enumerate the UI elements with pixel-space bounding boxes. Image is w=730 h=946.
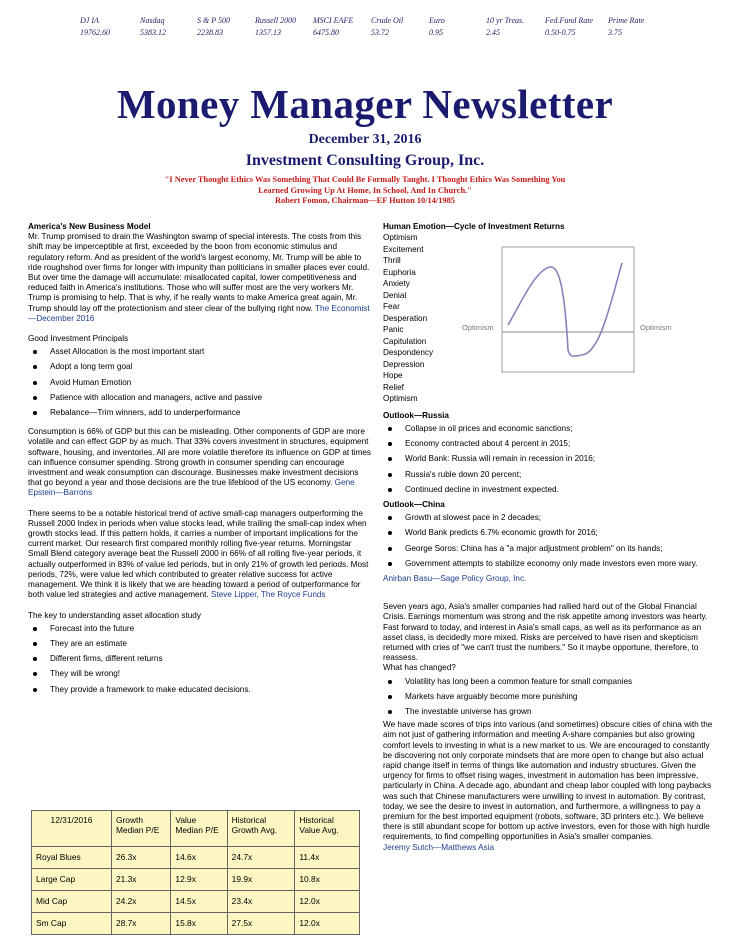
table-cell: 24.7x [227, 847, 295, 869]
table-header: Historical Value Avg. [295, 811, 360, 847]
pe-ratio-table [31, 810, 360, 935]
emotion-cycle-chart [460, 245, 700, 380]
table-cell: 12.0x [295, 913, 360, 935]
list-item: Asset Allocation is the most important start [28, 347, 373, 357]
article-source: Steve Lipper, The Royce Funds [210, 590, 326, 600]
list-item: Despondency [383, 348, 434, 358]
issue-date: December 31, 2016 [308, 132, 422, 147]
list-item: Relief [383, 382, 404, 392]
article-paragraph: We have made scores of trips into various (and sometimes) obscure cities of china with the aim not just of gathering information and meeting A-share companies but also growing comfort levels to investing in what is a new market to us. We are encouraged to constantly be discovering not only corporate mindsets that are more open to change but also actual rapid change itself in terms of things like automation and industry structures. Given the urgency for firms to offset rising wages, investment in automation has been impressive, particularly in China. A decade ago, abundant and cheap labor coupled with long paybacks was such that Chinese manufacturers were unwilling to invest in automation. By contrast, today, we see the desire to invest in automation, and furthermore, a willingness to pay a premium for the best imported equipment (robots, software, 3D printers etc.). We believe there is still abundant scope for bottom up active investors, even for those with high hurdle requirements, to find compelling opportunities in Asia's smaller companies. [383, 720, 713, 842]
china-heading: Outlook—China [383, 499, 445, 509]
chart-right-label: Optimism [640, 323, 672, 332]
list-item: Russia's ruble down 20 percent; [383, 470, 713, 480]
ticker-item: Euro 0.95 [429, 16, 445, 37]
table-cell: 10.8x [295, 869, 360, 891]
quote-text: "I Never Thought Ethics Was Something That Could Be Formally Taught. I Thought Ethics Was Something You Learned Growing Up At Home, In School, And In Church." [164, 175, 566, 195]
list-item: They are an estimate [28, 639, 373, 649]
table-cell: Large Cap [32, 869, 112, 891]
table-cell: Mid Cap [32, 891, 112, 913]
list-item: Depression [383, 359, 425, 369]
emotion-heading: Human Emotion—Cycle of Investment Returns [383, 222, 565, 231]
list-item: Fear [383, 302, 400, 312]
principles-heading: Good Investment Principals [28, 334, 129, 344]
list-item: Forecast into the future [28, 624, 373, 634]
russia-list [383, 424, 713, 495]
ticker-item: MSCI EAFE 6475.80 [313, 16, 354, 37]
list-item: Patience with allocation and managers, active and passive [28, 393, 373, 403]
article-heading: America's New Business Model [28, 222, 151, 231]
list-item: Different firms, different returns [28, 654, 373, 664]
principles-list [28, 347, 373, 418]
ticker-item: Fed.Fund Rate 0.50-0.75 [545, 16, 593, 37]
table-cell: 27.5x [227, 913, 295, 935]
russia-heading: Outlook—Russia [383, 410, 449, 420]
list-item: The investable universe has grown [383, 707, 713, 717]
list-item: They will be wrong! [28, 669, 373, 679]
table-header: Growth Median P/E [112, 811, 171, 847]
cycle-curve-svg [460, 245, 700, 380]
china-list [383, 513, 713, 569]
list-item: They provide a framework to make educated decisions. [28, 685, 373, 695]
table-cell: 11.4x [295, 847, 360, 869]
ticker-item: Crude Oil 53.72 [371, 16, 404, 37]
table-cell: 15.8x [171, 913, 227, 935]
table-cell: 12.9x [171, 869, 227, 891]
table-row [32, 869, 360, 891]
ticker-item: Nasdaq 5383.12 [140, 16, 166, 37]
list-item: Growth at slowest pace in 2 decades; [383, 513, 713, 523]
table-header-row [32, 811, 360, 847]
table-row [32, 891, 360, 913]
changed-heading: What has changed? [383, 663, 456, 673]
list-item: Adopt a long term goal [28, 362, 373, 372]
cycle-curve [508, 263, 622, 356]
list-item: Rebalance—Trim winners, add to underperformance [28, 408, 373, 418]
list-item: Euphoria [383, 267, 416, 277]
table-header: Historical Growth Avg. [227, 811, 295, 847]
article-paragraph: Seven years ago, Asia's smaller companies had rallied hard out of the Global Financial Crisis. Earnings momentum was strong and the risk appetite among investors was hearty. Fast forward to today, and interest in Asia's small caps, as well as its performance as an asset class, is decidedly more mixed. Risks are perceived to have risen and skepticism returned with cries of "we can't trust the numbers." So it maybe opportune, therefore, to reassess. [383, 602, 708, 663]
market-ticker [0, 16, 730, 46]
table-cell: 23.4x [227, 891, 295, 913]
study-list [28, 624, 373, 695]
table-cell: 19.9x [227, 869, 295, 891]
article-source: The Economist—December 2016 [28, 303, 370, 323]
changed-list [383, 677, 713, 718]
newsletter-title: Money Manager Newsletter [116, 81, 614, 127]
chart-left-label: Optimism [462, 323, 494, 332]
list-item: Desperation [383, 313, 428, 323]
table-cell: 21.3x [112, 869, 171, 891]
list-item: Excitement [383, 244, 424, 254]
list-item: Denial [383, 290, 407, 300]
chart-frame [502, 247, 634, 372]
list-item: Avoid Human Emotion [28, 378, 373, 388]
list-item: Anxiety [383, 279, 410, 289]
table-cell: Sm Cap [32, 913, 112, 935]
article-source: Gene Epstein—Barrons [28, 478, 355, 498]
article-paragraph: Consumption is 66% of GDP but this can be misleading. Other components of GDP are more volatile and can effect GDP by as much. That 33% covers investment in structures, equipment software, housing, and inventories. All are more volatile therefore its influence on GDP at times can influence consumer spending. Strong growth in consumer spending can encourage investment and weak consumption can discourage. Businesses make investment decisions that go beyond a year and those decisions are the true lifeblood of the US economy. Gene Epstein—Barrons [28, 427, 371, 498]
article-source: Jeremy Sutch—Matthews Asia [383, 842, 495, 852]
quote-author: Robert Fomon, Chairman—EF Hutton 10/14/1985 [275, 196, 455, 205]
article-paragraph: Mr. Trump promised to drain the Washington swamp of special interests. The costs from this shift may be imperceptible at first, exceeded by the boon from economic stimulus and regulatory reform. And as president of the world's largest economy, Mr. Trump will be able to ride roughshod over firms for longer with impunity than politicians in smaller places ever could. But over time the damage will accumulate: misallocated capital, lower competitiveness and reduced faith in America's institutions. Those who will suffer most are the very workers Mr. Trump is promising to help. That is why, if he really wants to make America great again, Mr. Trump should lay off the protectionism and steer clear of the bullying right now. The Economist—December 2016 [28, 232, 370, 323]
table-cell: 14.6x [171, 847, 227, 869]
table-cell: 28.7x [112, 913, 171, 935]
list-item: Government attempts to stabilize economy only made investors even more wary. [383, 559, 713, 569]
ticker-item: Prime Rate 3.75 [608, 16, 645, 37]
list-item: Continued decline in investment expected. [383, 485, 713, 495]
left-column [28, 222, 373, 700]
article-paragraph: There seems to be a notable historical trend of active small-cap managers outperforming the Russell 2000 Index in periods when value stocks lead, while trailing the small-cap index when growth stocks lead. If this pattern holds, it carries a number of important implications for the current market. Our research first compared monthly rolling five-year returns. Morningstar Small Blend category average beat the Russell 2000 in 66% of all rolling five-year periods, it actually outperformed in 83% of value led periods, but in only 21% of growth led periods. Most periods, 72%, were value led which contributed to greater relative success for active management. We think it is likely that we are heading toward a period of outperformance for both value led strategies and active management. Steve Lipper, The Royce Funds [28, 508, 369, 600]
table-cell: 26.3x [112, 847, 171, 869]
list-item: Optimism [383, 233, 418, 243]
list-item: Volatility has long been a common feature for small companies [383, 677, 713, 687]
ticker-item: S & P 500 2238.83 [197, 16, 230, 37]
ticker-item: DJ IA 19762.60 [80, 16, 110, 37]
list-item: Optimism [383, 394, 418, 404]
list-item: World Bank: Russia will remain in recession in 2016; [383, 454, 713, 464]
table-cell: 14.5x [171, 891, 227, 913]
table-row [32, 847, 360, 869]
list-item: Markets have arguably become more punishing [383, 692, 713, 702]
list-item: Thrill [383, 256, 401, 266]
table-cell: 12.0x [295, 891, 360, 913]
study-heading: The key to understanding asset allocation study [28, 610, 201, 620]
ticker-item: 10 yr Treas. 2.45 [486, 16, 525, 37]
table-cell: 24.2x [112, 891, 171, 913]
table-row [32, 913, 360, 935]
list-item: Capitulation [383, 336, 427, 346]
header-quote [150, 175, 580, 207]
table-cell: Royal Blues [32, 847, 112, 869]
organization-name: Investment Consulting Group, Inc. [245, 152, 485, 169]
ticker-item: Russell 2000 1357.13 [255, 16, 297, 37]
list-item: Hope [383, 371, 403, 381]
list-item: George Soros: China has a "a major adjustment problem" on its hands; [383, 544, 713, 554]
list-item: Panic [383, 325, 404, 335]
list-item: Economy contracted about 4 percent in 2015; [383, 439, 713, 449]
table-header: Value Median P/E [171, 811, 227, 847]
list-item: Collapse in oil prices and economic sanctions; [383, 424, 713, 434]
article-source: Anirban Basu—Sage Policy Group, Inc. [383, 573, 527, 583]
list-item: World Bank predicts 6.7% economic growth for 2016; [383, 528, 713, 538]
table-header: 12/31/2016 [32, 811, 112, 847]
